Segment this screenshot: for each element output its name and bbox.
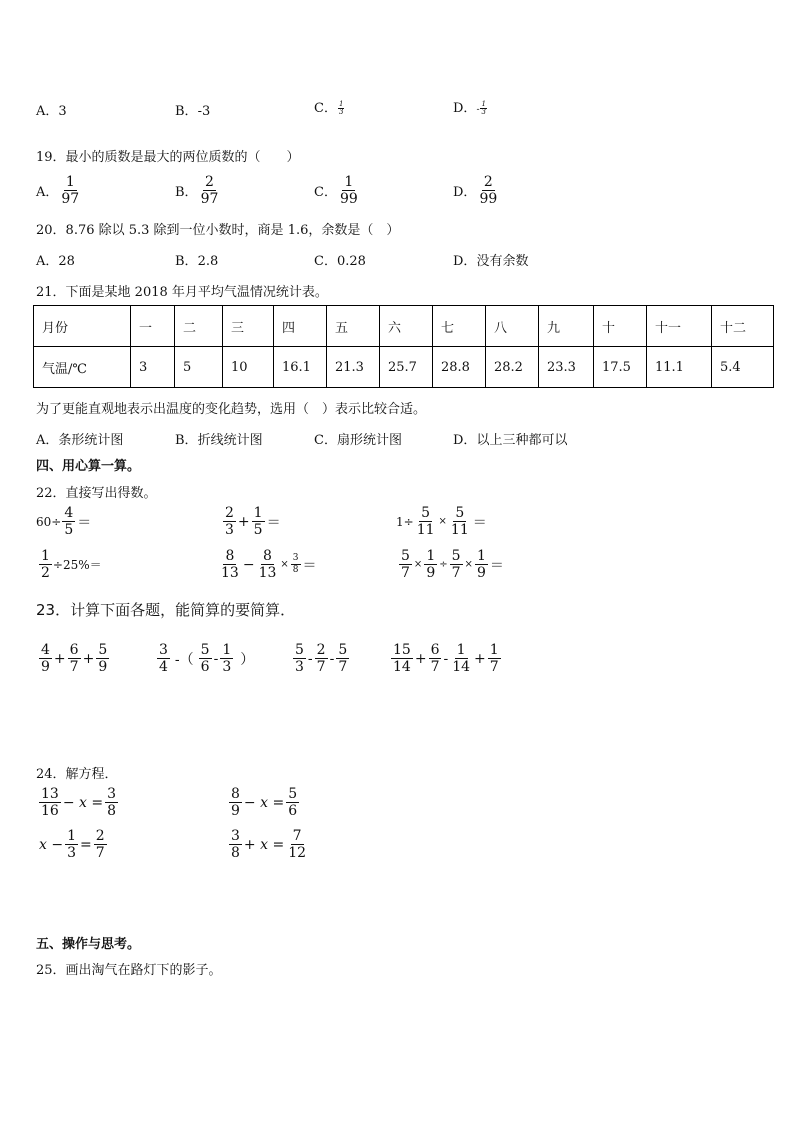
q24-stem: 24．解方程． <box>36 767 118 782</box>
table-cell: 3 <box>131 347 175 388</box>
q24-equation-1: $\frac{13}{16}$ − x = $\frac{3}{8}$ <box>41 786 117 819</box>
table-cell: 11.1 <box>647 347 712 388</box>
table-cell: 十二 <box>712 306 774 347</box>
q18-option-a: A．3 <box>36 104 67 119</box>
table-cell: 六 <box>380 306 433 347</box>
q21-option-a: A．条形统计图 <box>36 433 124 448</box>
section-heading: 四、用心算一算。 <box>36 459 141 474</box>
q23-calc-1: $\frac{4}{9}$ + $\frac{6}{7}$ + $\frac{5}{9}$ <box>41 642 108 675</box>
q23-calc-4: $\frac{15}{14}$ + $\frac{6}{7}$ - $\frac{1}{14}$ + $\frac{1}{7}$ <box>393 642 499 675</box>
q21-option-d: D．以上三种都可以 <box>453 433 568 448</box>
q21-question: 为了更能直观地表示出温度的变化趋势，选用（ ）表示比较合适。 <box>36 402 427 417</box>
table-cell: 七 <box>433 306 486 347</box>
table-cell: 21.3 <box>327 347 380 388</box>
q22-expr-6: $\frac{5}{7}$ × $\frac{1}{9}$ ÷ $\frac{5}{7}$ × $\frac{1}{9}$ ＝ <box>401 548 504 581</box>
q22-stem: 22．直接写出得数。 <box>36 486 157 501</box>
table-cell: 三 <box>223 306 274 347</box>
q20-option-a: A．28 <box>36 254 75 269</box>
q22-expr-3: 1÷ $\frac{5}{11}$ × $\frac{5}{11}$ ＝ <box>396 505 487 538</box>
table-cell: 16.1 <box>274 347 327 388</box>
table-cell: 十 <box>594 306 647 347</box>
q19-option-c: C． $\frac{1}{99}$ <box>314 174 358 207</box>
table-cell: 一 <box>131 306 175 347</box>
table-cell: 月份 <box>34 306 131 347</box>
q20-stem: 20．8.76 除以 5.3 除到一位小数时，商是 1.6，余数是（ ） <box>36 223 400 238</box>
q23-calc-2: $\frac{3}{4}$ -（ $\frac{5}{6}$ - $\frac{1}{3}$ ） <box>159 642 255 675</box>
section-heading: 五、操作与思考。 <box>36 937 141 952</box>
q22-expr-5: $\frac{8}{13}$ − $\frac{8}{13}$ × $\frac{3}{8}$ ＝ <box>221 548 317 581</box>
q19-option-a: A． $\frac{1}{97}$ <box>36 174 80 207</box>
table-row <box>34 347 774 388</box>
q21-option-c: C．扇形统计图 <box>314 433 402 448</box>
table-cell: 23.3 <box>539 347 594 388</box>
q18-option-d: D．- $\frac{1}{3}$ <box>453 100 486 116</box>
q23-calc-3: $\frac{5}{3}$ - $\frac{2}{7}$ - $\frac{5}{7}$ <box>295 642 348 675</box>
table-cell: 二 <box>175 306 223 347</box>
q24-equation-3: x − $\frac{1}{3}$ = $\frac{2}{7}$ <box>39 828 105 861</box>
q21-option-b: B．折线统计图 <box>175 433 263 448</box>
q25-stem: 25．画出淘气在路灯下的影子。 <box>36 963 222 978</box>
q18-option-c: C． $\frac{1}{3}$ <box>314 100 344 116</box>
fraction: $\frac{1}{3}$ <box>338 100 344 116</box>
q19-option-b: B． $\frac{2}{97}$ <box>175 174 219 207</box>
q18-option-b: B．-3 <box>175 104 211 119</box>
q19-option-d: D． $\frac{2}{99}$ <box>453 174 498 207</box>
table-cell: 10 <box>223 347 274 388</box>
table-cell: 25.7 <box>380 347 433 388</box>
q22-expr-1: 60÷ $\frac{4}{5}$ ＝ <box>36 505 92 538</box>
table-cell: 四 <box>274 306 327 347</box>
q23-stem: 23．计算下面各题，能简算的要简算． <box>36 601 296 619</box>
fraction: $\frac{1}{3}$ <box>481 100 486 116</box>
table-cell: 气温/℃ <box>34 347 131 388</box>
table-cell: 17.5 <box>594 347 647 388</box>
table-cell: 5 <box>175 347 223 388</box>
temperature-table <box>33 305 774 388</box>
table-cell: 九 <box>539 306 594 347</box>
q24-equation-4: $\frac{3}{8}$ + x = $\frac{7}{12}$ <box>231 828 307 861</box>
table-row <box>34 306 774 347</box>
table-cell: 28.2 <box>486 347 539 388</box>
q24-equation-2: $\frac{8}{9}$ − x = $\frac{5}{6}$ <box>231 786 298 819</box>
q22-expr-2: $\frac{2}{3}$ + $\frac{1}{5}$ ＝ <box>225 505 281 538</box>
q22-expr-4: $\frac{1}{2}$ ÷25%＝ <box>41 548 102 581</box>
q20-option-b: B．2.8 <box>175 254 219 269</box>
table-cell: 5.4 <box>712 347 774 388</box>
q21-stem: 21．下面是某地 2018 年月平均气温情况统计表。 <box>36 285 328 300</box>
q20-option-d: D．没有余数 <box>453 254 529 269</box>
table-cell: 28.8 <box>433 347 486 388</box>
q19-stem: 19．最小的质数是最大的两位质数的（ ） <box>36 150 300 165</box>
table-cell: 十一 <box>647 306 712 347</box>
table-cell: 八 <box>486 306 539 347</box>
q20-option-c: C．0.28 <box>314 254 366 269</box>
table-cell: 五 <box>327 306 380 347</box>
